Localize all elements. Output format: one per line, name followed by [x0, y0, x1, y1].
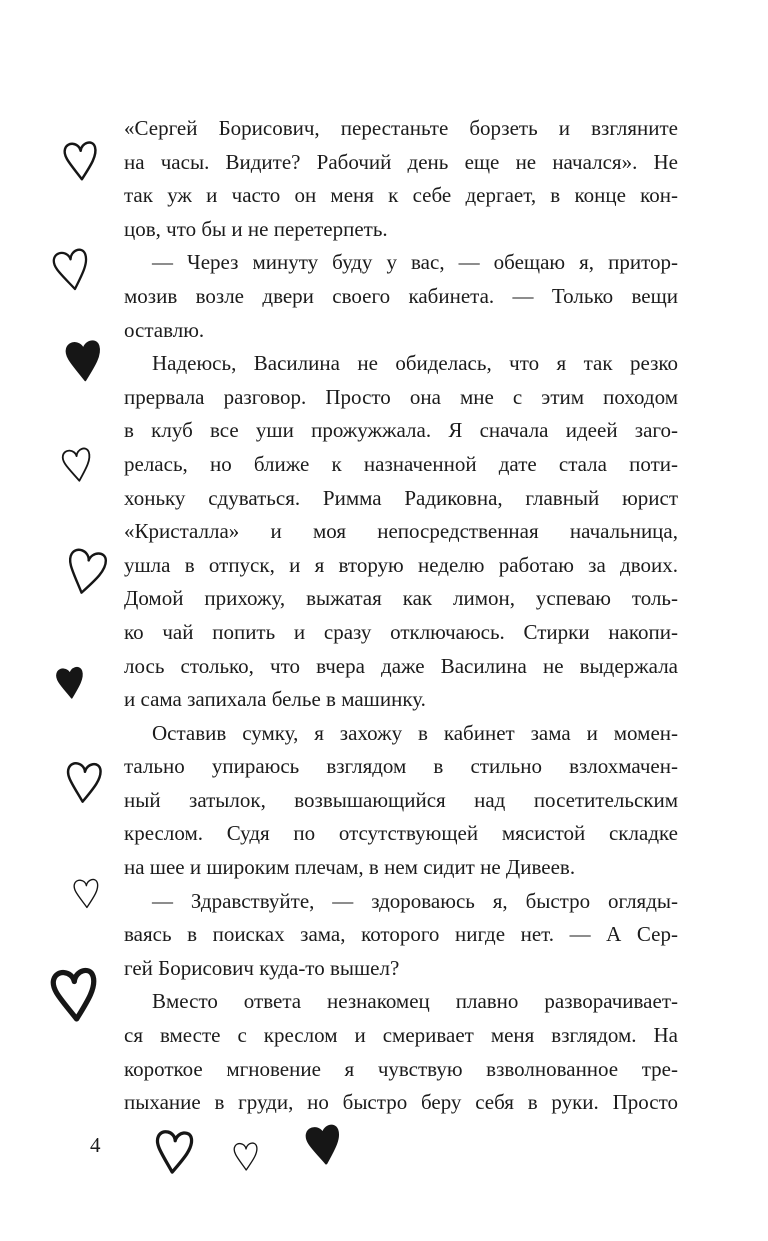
text-line: пыхание в груди, но быстро беру себя в руки. Просто: [124, 1090, 678, 1115]
text-line: ся вместе с креслом и смеривает меня взглядом. На: [124, 1023, 678, 1048]
text-line: гей Борисович куда-то вышел?: [124, 955, 400, 980]
text-line: так уж и часто он меня к себе дергает, в конце кон-: [124, 183, 678, 208]
text-line: ушла в отпуск, и я вторую неделю работаю за двоих.: [124, 552, 678, 577]
text-line: — Через минуту буду у вас, — обещаю я, притор-: [152, 250, 678, 275]
text-line: — Здравствуйте, — здороваюсь я, быстро огляды-: [152, 888, 678, 913]
heart-doodle-icon: [71, 872, 102, 914]
heart-doodle-bold-icon: [47, 960, 103, 1030]
heart-doodle-icon: [58, 442, 97, 488]
text-line: короткое мгновение я чувствую взволнованное тре-: [124, 1056, 678, 1081]
heart-doodle-icon: [63, 753, 106, 812]
heart-doodle-filled-icon: [53, 662, 88, 703]
text-line: ко чай попить и сразу отключаюсь. Стирки накопи-: [124, 619, 678, 644]
heart-doodle-filled-icon: [62, 334, 106, 387]
heart-doodle-icon: [60, 135, 101, 188]
text-line: хоньку сдуваться. Римма Радиковна, главный юрист: [124, 485, 678, 510]
heart-doodle-filled-icon: [301, 1119, 347, 1170]
text-line: оставлю.: [124, 317, 205, 342]
heart-doodle-icon: [151, 1123, 197, 1182]
text-line: лось столько, что вчера даже Василина не выдержала: [124, 653, 678, 678]
text-line: прервала разговор. Просто она мне с этим походом: [124, 384, 678, 409]
text-line: на часы. Видите? Рабочий день еще не начался». Не: [124, 149, 678, 174]
heart-doodle-icon: [58, 536, 113, 607]
text-line: ный затылок, возвышающийся над посетительским: [124, 787, 678, 812]
text-line: ваясь в поисках зама, которого нигде нет. — А Сер-: [124, 922, 678, 947]
text-line: и сама запихала белье в машинку.: [124, 687, 426, 712]
text-line: креслом. Судя по отсутствующей мясистой складке: [124, 821, 678, 846]
text-line: в клуб все уши прожужжала. Я сначала идеей заго-: [124, 418, 678, 443]
text-line: Домой прихожу, выжатая как лимон, успеваю толь-: [124, 586, 678, 611]
page-number: 4: [90, 1133, 101, 1157]
text-line: Оставив сумку, я захожу в кабинет зама и момен-: [152, 720, 678, 745]
text-line: тально упираюсь взглядом в стильно взлохмачен-: [124, 754, 678, 779]
text-line: цов, что бы и не перетерпеть.: [124, 216, 388, 241]
text-line: «Сергей Борисович, перестаньте борзеть и взгляните: [124, 116, 678, 140]
page-text: [124, 112, 678, 1120]
heart-doodle-icon: [231, 1139, 260, 1175]
heart-doodle-icon: [48, 240, 97, 300]
text-line: на шее и широким плечам, в нем сидит не Дивеев.: [124, 855, 576, 880]
text-line: Надеюсь, Василина не обиделась, что я так резко: [152, 351, 678, 376]
text-line: релась, но ближе к назначенной дате стала поти-: [124, 451, 678, 476]
text-line: Вместо ответа незнакомец плавно разворачивает-: [152, 989, 678, 1014]
text-line: мозив возле двери своего кабинета. — Только вещи: [124, 283, 678, 308]
text-line: «Кристалла» и моя непосредственная начальница,: [124, 519, 678, 544]
